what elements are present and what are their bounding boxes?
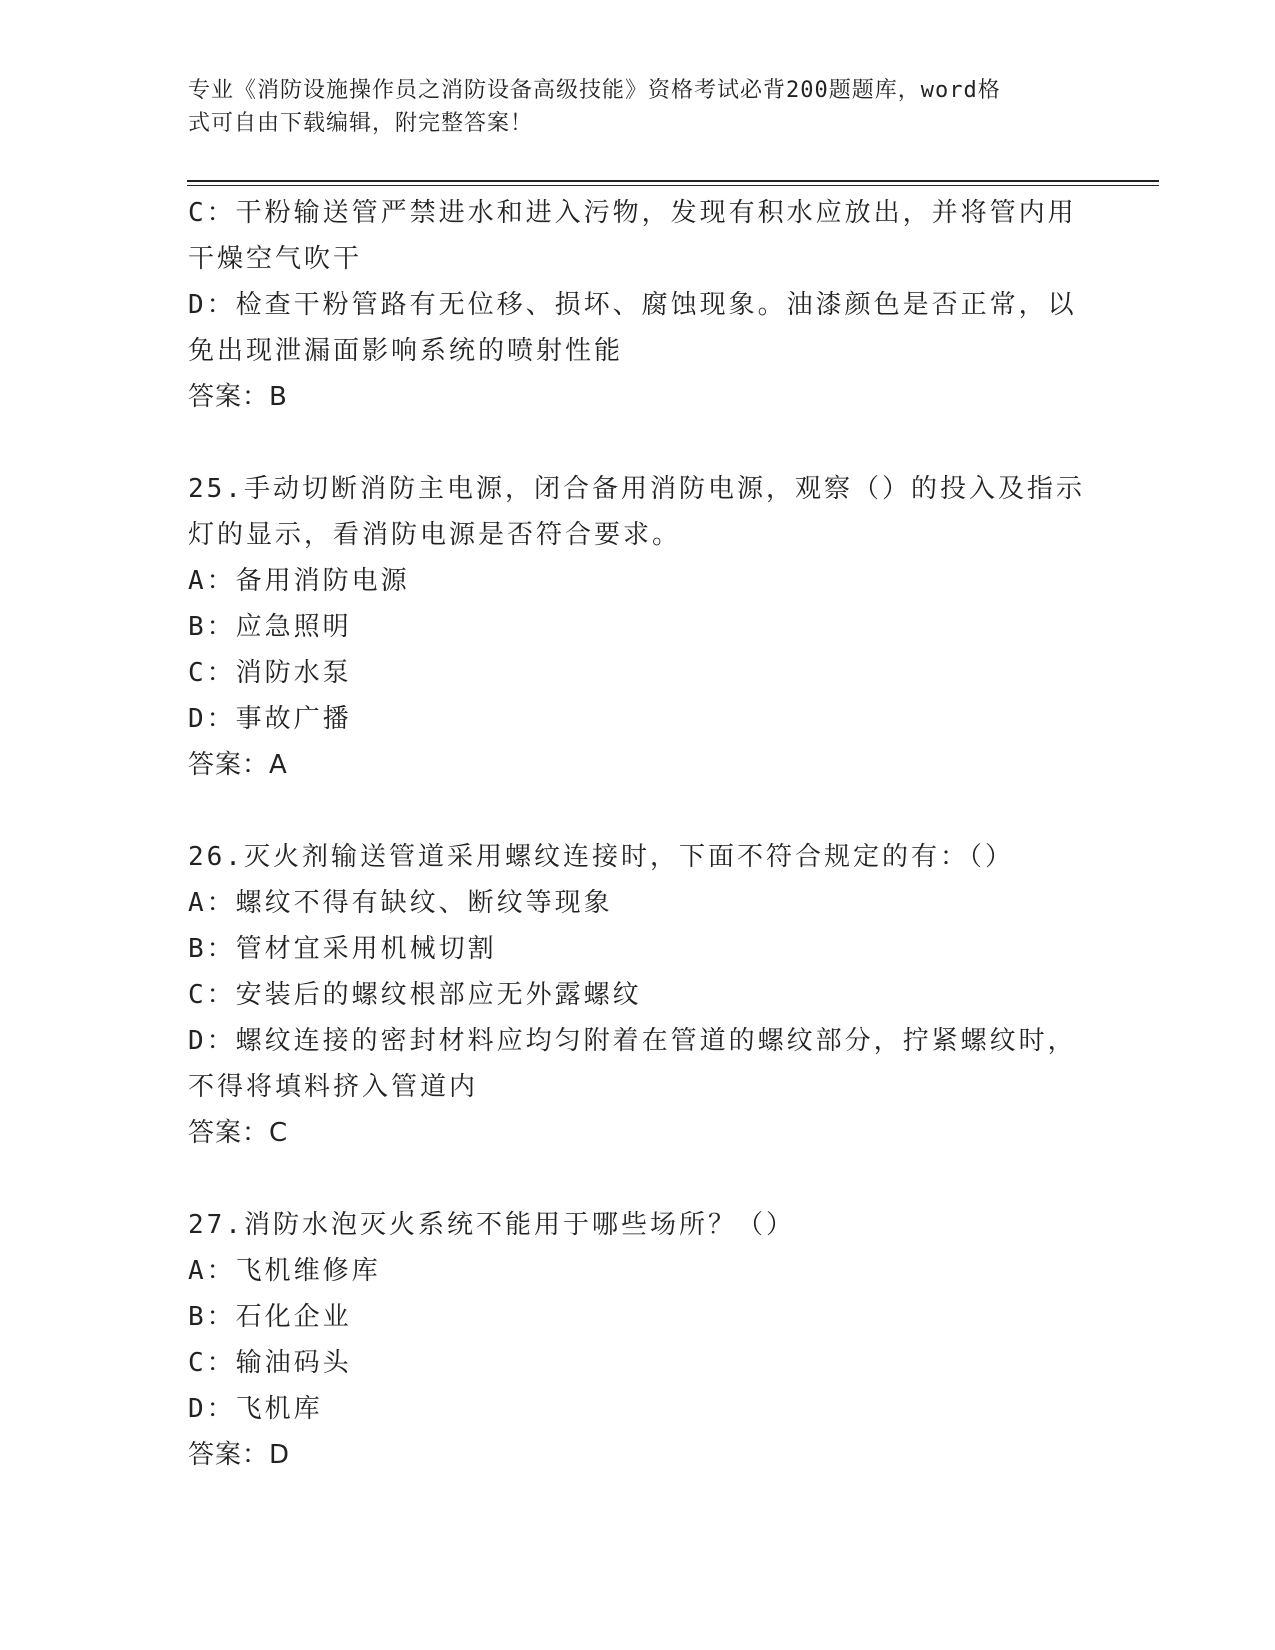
option-b: B：石化企业 xyxy=(188,1302,352,1332)
option-d-continued: 不得将填料挤入管道内 xyxy=(188,1072,479,1102)
question-25 xyxy=(188,466,1188,788)
header-line: 式可自由下载编辑，附完整答案！ xyxy=(188,111,534,136)
question-stem: 26.灭火剂输送管道采用螺纹连接时，下面不符合规定的有：（） xyxy=(188,842,1014,872)
answer-label: 答案：B xyxy=(188,382,288,412)
header-line: 专业《消防设施操作员之消防设备高级技能》资格考试必背200题题库，word格 xyxy=(188,78,1001,103)
option-d-continued: 免出现泄漏面影响系统的喷射性能 xyxy=(188,336,624,366)
question-content xyxy=(188,190,1188,1478)
header-divider xyxy=(187,180,1159,182)
question-spacer xyxy=(188,1156,1188,1202)
option-a: A：备用消防电源 xyxy=(188,566,410,596)
question-stem: 27.消防水泡灭火系统不能用于哪些场所？（） xyxy=(188,1210,795,1240)
option-d: D：飞机库 xyxy=(188,1394,323,1424)
question-stem-continued: 灯的显示，看消防电源是否符合要求。 xyxy=(188,520,682,550)
option-b: B：应急照明 xyxy=(188,612,352,642)
option-c: C：消防水泵 xyxy=(188,658,352,688)
question-spacer xyxy=(188,420,1188,466)
question-27 xyxy=(188,1202,1188,1478)
question-26 xyxy=(188,834,1188,1156)
option-c: C：安装后的螺纹根部应无外露螺纹 xyxy=(188,980,642,1010)
option-a: A：螺纹不得有缺纹、断纹等现象 xyxy=(188,888,613,918)
carryover-question xyxy=(188,190,1188,420)
question-spacer xyxy=(188,788,1188,834)
question-stem: 25.手动切断消防主电源，闭合备用消防电源，观察（）的投入及指示 xyxy=(188,474,1085,504)
option-a: A：飞机维修库 xyxy=(188,1256,381,1286)
option-b: B：管材宜采用机械切割 xyxy=(188,934,497,964)
option-d: D：事故广播 xyxy=(188,704,352,734)
answer-label: 答案：C xyxy=(188,1118,289,1148)
option-c: C：干粉输送管严禁进水和进入污物，发现有积水应放出，并将管内用 xyxy=(188,198,1077,228)
header-divider-thin xyxy=(187,185,1159,186)
answer-label: 答案：D xyxy=(188,1440,291,1470)
option-c-continued: 干燥空气吹干 xyxy=(188,244,363,274)
document-header xyxy=(188,74,1068,140)
option-c: C：输油码头 xyxy=(188,1348,352,1378)
answer-label: 答案：A xyxy=(188,750,288,780)
option-d: D：螺纹连接的密封材料应均匀附着在管道的螺纹部分，拧紧螺纹时， xyxy=(188,1026,1077,1056)
option-d: D：检查干粉管路有无位移、损坏、腐蚀现象。油漆颜色是否正常，以 xyxy=(188,290,1077,320)
